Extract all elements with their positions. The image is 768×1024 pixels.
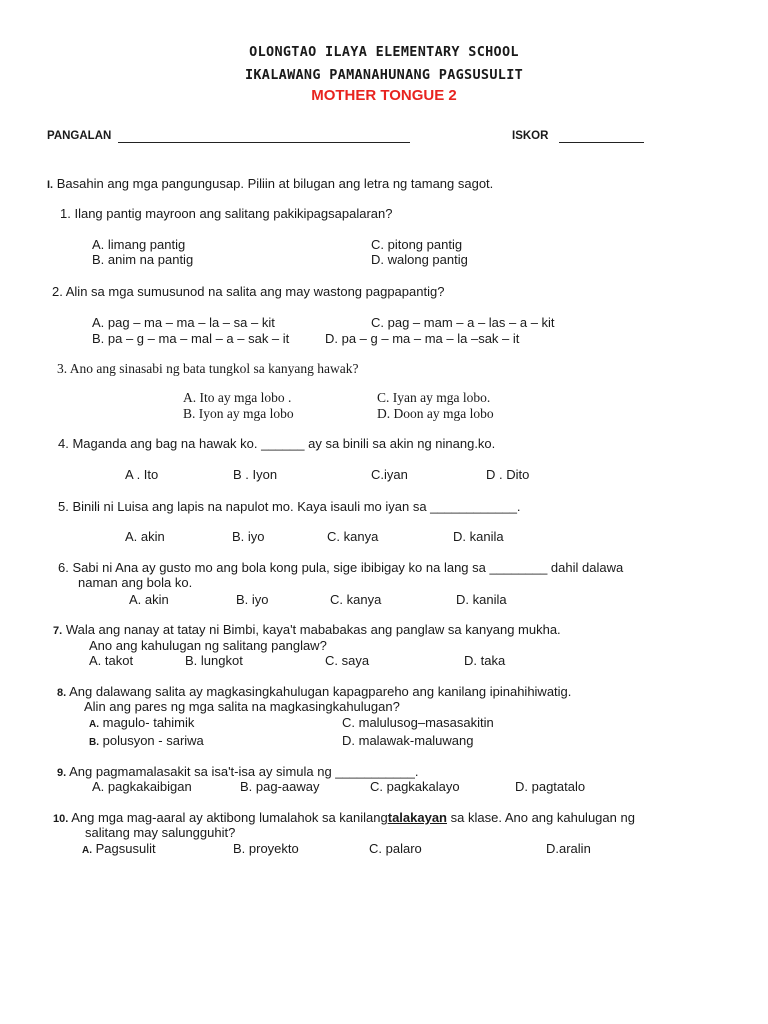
question-text-end: sa klase. Ano ang kahulugan ng	[450, 810, 635, 825]
choice-c[interactable]: C. kanya	[330, 592, 382, 607]
choice-c[interactable]: C. saya	[325, 653, 370, 668]
choice-a[interactable]	[82, 841, 156, 859]
question-6	[58, 560, 623, 576]
choice-c[interactable]: C. kanya	[327, 529, 379, 544]
instruction-text: Basahin ang mga pangungusap. Piliin at bilugan ang letra ng tamang sagot.	[56, 176, 494, 191]
question-number: 3.	[57, 361, 68, 376]
instruction	[47, 176, 493, 193]
name-field[interactable]	[118, 142, 410, 143]
choice-d[interactable]: D. Doon ay mga lobo	[377, 406, 494, 421]
question-text: Binili ni Luisa ang lapis na napulot mo. Kaya isauli mo iyan sa ____________.	[72, 499, 521, 514]
name-label: PANGALAN	[47, 130, 112, 142]
choice-a[interactable]: A. akin	[129, 592, 169, 607]
question-number: 5.	[58, 499, 69, 514]
choice-text: polusyon - sariwa	[102, 733, 204, 748]
question-3	[57, 361, 358, 377]
choice-c[interactable]: C. pagkakalayo	[370, 779, 460, 794]
question-number: 9.	[57, 767, 67, 779]
choice-b[interactable]: B. pa – g – ma – mal – a – sak – it	[92, 331, 290, 346]
question-number: 6.	[58, 560, 69, 575]
choice-d[interactable]: D. walong pantig	[371, 252, 468, 267]
choice-b[interactable]: B. anim na pantig	[92, 252, 194, 267]
question-text: Wala ang nanay at tatay ni Bimbi, kaya't mababakas ang panglaw sa kanyang mukha.	[65, 622, 561, 637]
instruction-number: I.	[47, 179, 54, 191]
question-7	[53, 622, 561, 639]
choice-a[interactable]: A . Ito	[125, 467, 159, 482]
question-5	[58, 499, 521, 515]
choice-b[interactable]: B. pag-aaway	[240, 779, 320, 794]
choice-b[interactable]: B . Iyon	[233, 467, 278, 482]
choice-text: Pagsusulit	[95, 841, 156, 856]
question-text: Ilang pantig mayroon ang salitang pakikipagsapalaran?	[74, 206, 393, 221]
choice-c[interactable]: C. palaro	[369, 841, 422, 856]
choice-d[interactable]: D. malawak-maluwang	[342, 733, 474, 748]
choice-a[interactable]: A. Ito ay mga lobo .	[183, 390, 292, 405]
choice-c[interactable]: C. pitong pantig	[371, 237, 463, 252]
question-number: 8.	[57, 687, 67, 699]
choice-d[interactable]: D. pa – g – ma – ma – la –sak – it	[325, 331, 520, 346]
question-2	[52, 284, 444, 300]
choice-b[interactable]: B. iyo	[232, 529, 265, 544]
question-1	[60, 206, 392, 222]
school-name: OLONGTAO ILAYA ELEMENTARY SCHOOL	[249, 44, 519, 60]
question-7-continued: Ano ang kahulugan ng salitang panglaw?	[89, 638, 327, 653]
question-text: Ang pagmamalasakit sa isa't-isa ay simula ng ___________.	[69, 764, 419, 779]
choice-a[interactable]: A. limang pantig	[92, 237, 186, 252]
choice-letter: B.	[89, 737, 99, 748]
choice-d[interactable]: D. pagtatalo	[515, 779, 586, 794]
choice-d[interactable]: D. kanila	[456, 592, 507, 607]
choice-a[interactable]: A. takot	[89, 653, 134, 668]
choice-c[interactable]: C. Iyan ay mga lobo.	[377, 390, 491, 405]
question-text: Maganda ang bag na hawak ko. ______ ay sa binili sa akin ng ninang.ko.	[72, 436, 496, 451]
choice-c[interactable]: C.iyan	[371, 467, 408, 482]
score-label: ISKOR	[512, 130, 549, 142]
question-number: 2.	[52, 284, 63, 299]
question-text: Alin sa mga sumusunod na salita ang may wastong pagpapantig?	[65, 284, 445, 299]
choice-b[interactable]: B. Iyon ay mga lobo	[183, 406, 294, 421]
choice-letter: A.	[89, 719, 99, 730]
question-text: Ang dalawang salita ay magkasingkahulugan kapagpareho ang kanilang ipinahihiwatig.	[69, 684, 572, 699]
question-text: Ang mga mag-aaral ay aktibong lumalahok sa kanilang	[71, 810, 388, 825]
exam-title: IKALAWANG PAMANAHUNANG PAGSUSULIT	[244, 67, 524, 83]
choice-b[interactable]	[89, 733, 204, 751]
choice-b[interactable]: B. proyekto	[233, 841, 299, 856]
question-number: 1.	[60, 206, 71, 221]
subject-title: MOTHER TONGUE 2	[311, 87, 457, 104]
choice-d[interactable]: D.aralin	[546, 841, 591, 856]
choice-c[interactable]: C. pag – mam – a – las – a – kit	[371, 315, 555, 330]
choice-b[interactable]: B. iyo	[236, 592, 269, 607]
choice-letter: A.	[82, 845, 92, 856]
question-text: Ano ang sinasabi ng bata tungkol sa kanyang hawak?	[69, 361, 359, 376]
question-text: Sabi ni Ana ay gusto mo ang bola kong pula, sige ibibigay ko na lang sa ________ dahil dalawa	[72, 560, 624, 575]
question-4	[58, 436, 495, 452]
choice-a[interactable]: A. pagkakaibigan	[92, 779, 192, 794]
choice-text: magulo- tahimik	[102, 715, 195, 730]
choice-a[interactable]: A. akin	[125, 529, 165, 544]
choice-a[interactable]	[89, 715, 194, 733]
choice-d[interactable]: D. taka	[464, 653, 506, 668]
question-6-continued: naman ang bola ko.	[78, 575, 193, 590]
choice-b[interactable]: B. lungkot	[185, 653, 243, 668]
underlined-word: talakayan	[387, 810, 447, 825]
question-number: 4.	[58, 436, 69, 451]
score-field[interactable]	[559, 142, 644, 143]
question-8-continued: Alin ang pares ng mga salita na magkasingkahulugan?	[84, 699, 400, 714]
question-number: 7.	[53, 625, 63, 637]
choice-c[interactable]: C. malulusog–masasakitin	[342, 715, 494, 730]
choice-a[interactable]: A. pag – ma – ma – la – sa – kit	[92, 315, 275, 330]
question-10-continued: salitang may salungguhit?	[85, 825, 236, 840]
choice-d[interactable]: D . Dito	[486, 467, 530, 482]
question-number: 10.	[53, 813, 69, 825]
choice-d[interactable]: D. kanila	[453, 529, 504, 544]
